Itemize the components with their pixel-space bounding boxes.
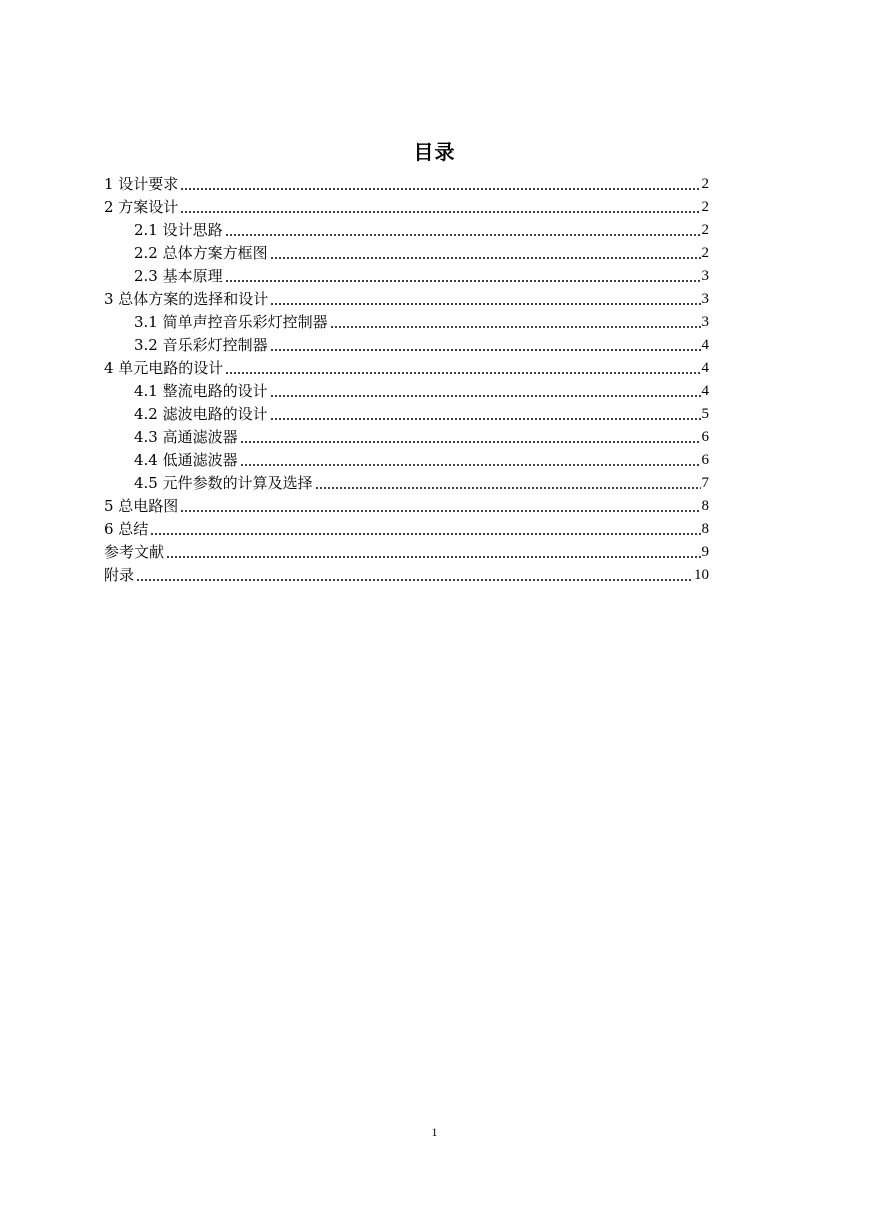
- dot-leader: [180, 510, 700, 512]
- toc-entry-page: 3: [701, 291, 709, 307]
- toc-entry[interactable]: [104, 380, 709, 403]
- toc-entry[interactable]: [104, 472, 709, 495]
- dot-leader: [166, 556, 700, 558]
- toc-entry[interactable]: [104, 518, 709, 541]
- toc-entry-page: 2: [701, 199, 709, 215]
- toc-entry[interactable]: [104, 242, 709, 265]
- dot-leader: [240, 441, 701, 443]
- dot-leader: [150, 533, 700, 535]
- page-number: 1: [431, 1125, 438, 1139]
- toc-entry-page: 2: [701, 222, 709, 238]
- toc-entry-label: 2.2 总体方案方框图: [134, 244, 268, 262]
- toc-entry-page: 4: [701, 360, 709, 376]
- toc-entry[interactable]: [104, 196, 709, 219]
- toc-entry-label: 2 方案设计: [104, 198, 179, 216]
- dot-leader: [270, 257, 701, 259]
- toc-entry[interactable]: [104, 541, 709, 564]
- toc-entry-label: 3.2 音乐彩灯控制器: [134, 336, 268, 354]
- toc-entry-label: 2.3 基本原理: [134, 267, 223, 285]
- toc-entry[interactable]: [104, 288, 709, 311]
- toc-entry-label: 1 设计要求: [104, 175, 179, 193]
- toc-entry[interactable]: [104, 334, 709, 357]
- dot-leader: [330, 326, 701, 328]
- toc-entry-label: 4.5 元件参数的计算及选择: [134, 474, 313, 492]
- toc-entry[interactable]: [104, 495, 709, 518]
- toc-entry-page: 7: [701, 475, 709, 491]
- dot-leader: [180, 211, 700, 213]
- toc-entry[interactable]: [104, 265, 709, 288]
- toc-entry-label: 参考文献: [104, 543, 165, 561]
- toc-entry-label: 附录: [104, 566, 135, 584]
- dot-leader: [270, 418, 701, 420]
- toc-entry-label: 4.4 低通滤波器: [134, 451, 238, 469]
- dot-leader: [270, 303, 700, 305]
- toc-entry[interactable]: [104, 564, 709, 587]
- toc-entry[interactable]: [104, 357, 709, 380]
- toc-entry-page: 4: [701, 383, 709, 399]
- toc-entry-page: 4: [701, 337, 709, 353]
- dot-leader: [136, 579, 693, 581]
- toc-entry-page: 3: [701, 314, 709, 330]
- toc-entry-label: 4.1 整流电路的设计: [134, 382, 268, 400]
- dot-leader: [180, 188, 700, 190]
- toc-entry-label: 4.2 滤波电路的设计: [134, 405, 268, 423]
- toc-entry-page: 10: [694, 567, 709, 583]
- toc-entry-label: 3.1 简单声控音乐彩灯控制器: [134, 313, 328, 331]
- toc-entry-page: 5: [701, 406, 709, 422]
- toc-entry-page: 8: [701, 498, 709, 514]
- dot-leader: [225, 234, 701, 236]
- dot-leader: [225, 372, 700, 374]
- toc-title: 目录: [413, 140, 456, 164]
- toc-entry[interactable]: [104, 426, 709, 449]
- toc-entry-label: 2.1 设计思路: [134, 221, 223, 239]
- dot-leader: [225, 280, 701, 282]
- dot-leader: [315, 487, 701, 489]
- dot-leader: [240, 464, 701, 466]
- toc-entry-page: 2: [701, 245, 709, 261]
- toc-entry-label: 6 总结: [104, 520, 149, 538]
- toc-entry[interactable]: [104, 311, 709, 334]
- toc-entry[interactable]: [104, 173, 709, 196]
- toc-entry-page: 2: [701, 176, 709, 192]
- table-of-contents: [104, 173, 709, 587]
- toc-entry[interactable]: [104, 219, 709, 242]
- toc-entry-label: 4 单元电路的设计: [104, 359, 224, 377]
- toc-entry-label: 3 总体方案的选择和设计: [104, 290, 269, 308]
- dot-leader: [270, 395, 701, 397]
- toc-entry-page: 3: [701, 268, 709, 284]
- toc-entry[interactable]: [104, 403, 709, 426]
- toc-entry-page: 6: [701, 452, 709, 468]
- toc-entry[interactable]: [104, 449, 709, 472]
- toc-entry-label: 5 总电路图: [104, 497, 179, 515]
- toc-entry-page: 9: [701, 544, 709, 560]
- dot-leader: [270, 349, 701, 351]
- toc-entry-page: 6: [701, 429, 709, 445]
- toc-entry-page: 8: [701, 521, 709, 537]
- toc-entry-label: 4.3 高通滤波器: [134, 428, 238, 446]
